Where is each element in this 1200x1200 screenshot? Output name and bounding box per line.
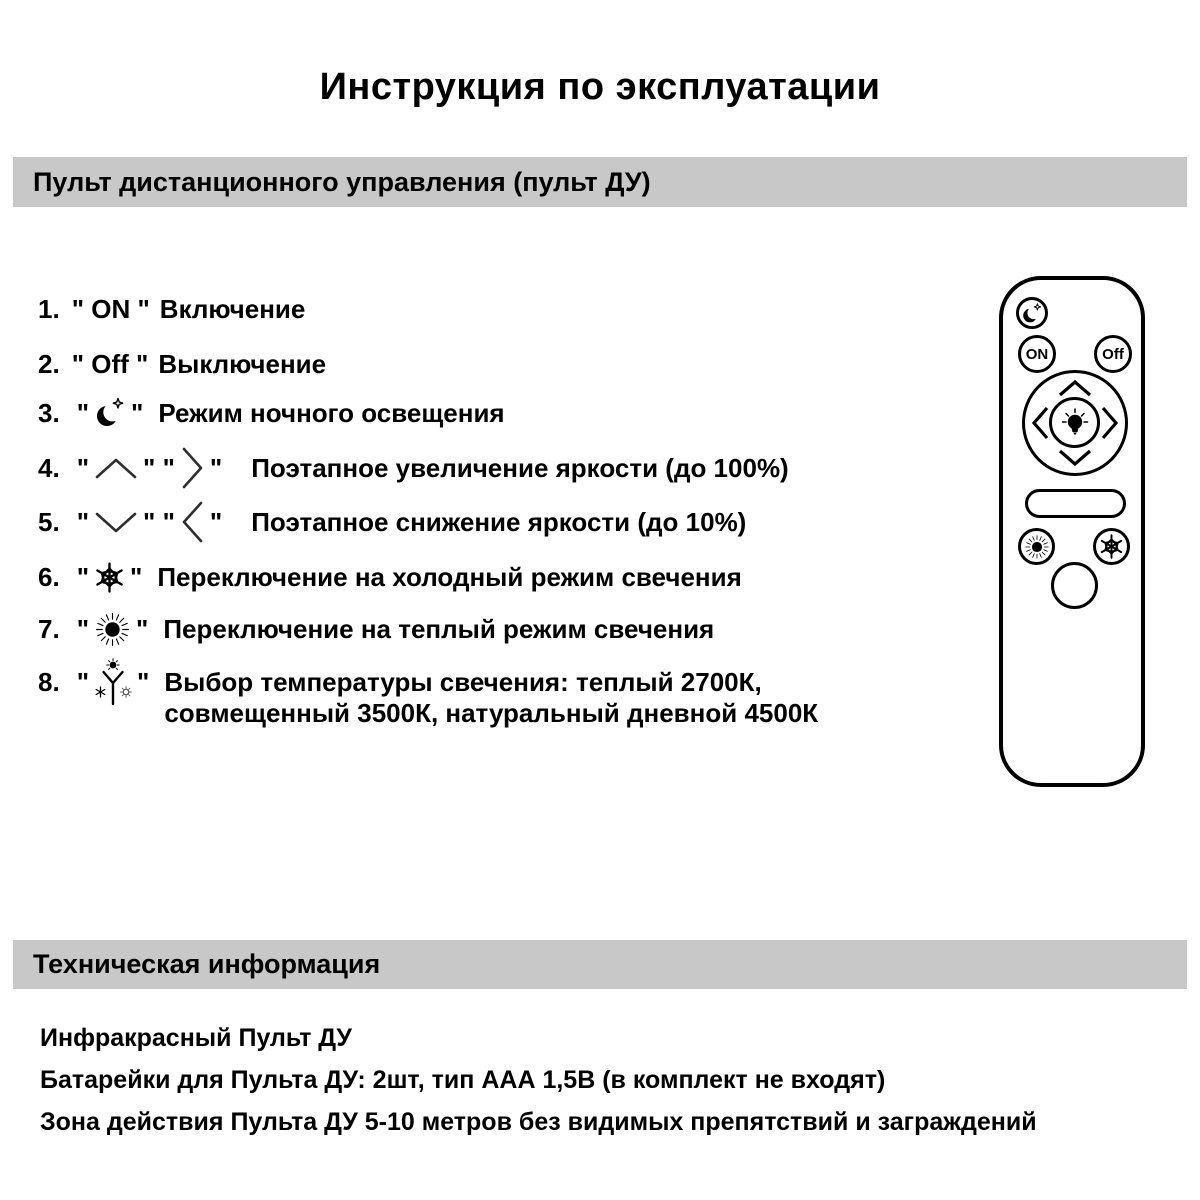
section-header-remote-label: Пульт дистанционного управления (пульт ДУ) — [33, 166, 651, 197]
section-header-tech-label: Техническая информация — [33, 949, 381, 979]
remote-night-mode-button — [1016, 297, 1048, 329]
quote-mark: " — [76, 667, 90, 697]
item-number: 8. — [38, 667, 60, 697]
list-item-temperature-select — [38, 667, 818, 729]
quote-mark: " — [131, 397, 144, 428]
remote-on-button — [1018, 335, 1056, 373]
item-label: " Off " — [71, 348, 149, 379]
remote-on-label: ON — [1025, 345, 1049, 363]
remote-dpad — [1022, 370, 1128, 476]
remote-round-button — [1051, 562, 1098, 609]
moon-star-icon — [1021, 302, 1043, 325]
dpad-up-icon — [1058, 380, 1092, 397]
quote-mark: " — [209, 506, 223, 537]
chevron-up-icon — [94, 457, 138, 480]
quote-mark: " — [76, 561, 90, 592]
snowflake-icon — [1099, 534, 1124, 559]
item-text: Включение — [159, 293, 306, 324]
section-header-remote — [13, 157, 1187, 207]
item-text-line2: совмещенный 3500К, натуральный дневной 4500К — [164, 698, 819, 728]
remote-control-illustration — [999, 276, 1145, 787]
quote-mark: " — [76, 613, 90, 644]
remote-off-button — [1094, 335, 1132, 373]
quote-marks: " " — [143, 452, 175, 483]
list-item-cold-mode — [38, 552, 742, 602]
quote-marks: " " — [143, 506, 175, 537]
tech-info-line: Инфракрасный Пульт ДУ — [40, 1024, 352, 1052]
item-text-line1: Выбор температуры свечения: теплый 2700К, — [164, 667, 762, 697]
snowflake-icon — [94, 562, 125, 593]
list-item-night-mode — [38, 388, 505, 438]
item-text: Выключение — [158, 348, 327, 379]
page-title: Инструкция по эксплуатации — [319, 66, 881, 108]
item-number: 7. — [38, 613, 60, 644]
item-text: Поэтапное снижение яркости (до 10%) — [251, 506, 747, 537]
item-number: 6. — [38, 561, 60, 592]
moon-star-icon — [94, 396, 126, 430]
dpad-down-icon — [1058, 449, 1092, 466]
dpad-right-icon — [1101, 406, 1118, 440]
item-number: 4. — [38, 452, 60, 483]
item-number: 2. — [38, 348, 60, 379]
dpad-left-icon — [1032, 406, 1049, 440]
quote-mark: " — [130, 561, 143, 592]
sun-icon — [1024, 534, 1050, 560]
item-label: " ON " — [71, 293, 150, 324]
list-item-warm-mode — [38, 604, 714, 654]
chevron-down-icon — [94, 511, 138, 534]
list-item-brightness-up — [38, 443, 789, 493]
quote-mark: " — [76, 452, 90, 483]
quote-mark: " — [137, 667, 150, 697]
item-text: Поэтапное увеличение яркости (до 100%) — [251, 452, 789, 483]
sun-icon — [94, 611, 131, 648]
item-number: 3. — [38, 397, 60, 428]
lightbulb-icon — [1057, 405, 1093, 441]
tech-info-line: Зона действия Пульта ДУ 5-10 метров без видимых препятствий и заграждений — [40, 1108, 1037, 1136]
chevron-right-icon — [180, 446, 205, 490]
item-text: Режим ночного освещения — [158, 397, 505, 428]
list-item-brightness-down — [38, 497, 746, 547]
list-item-on — [38, 284, 305, 334]
item-text — [164, 667, 818, 729]
quote-mark: " — [209, 452, 223, 483]
temperature-select-icon — [94, 658, 132, 706]
remote-cold-mode-button — [1093, 528, 1130, 565]
item-number: 1. — [38, 293, 60, 324]
quote-mark: " — [76, 397, 90, 428]
chevron-left-icon — [180, 500, 205, 544]
tech-info-line: Батарейки для Пульта ДУ: 2шт, тип ААА 1,5В (в комплект не входят) — [40, 1066, 886, 1094]
quote-mark: " — [76, 506, 90, 537]
remote-off-label: Off — [1102, 345, 1124, 363]
list-item-off — [38, 339, 326, 389]
remote-warm-mode-button — [1018, 528, 1055, 565]
remote-pill-button — [1025, 489, 1126, 518]
item-number: 5. — [38, 506, 60, 537]
remote-light-button — [1049, 397, 1100, 448]
section-header-tech — [13, 940, 1187, 989]
quote-mark: " — [136, 613, 149, 644]
item-text: Переключение на холодный режим свечения — [157, 561, 742, 592]
item-text: Переключение на теплый режим свечения — [163, 613, 715, 644]
